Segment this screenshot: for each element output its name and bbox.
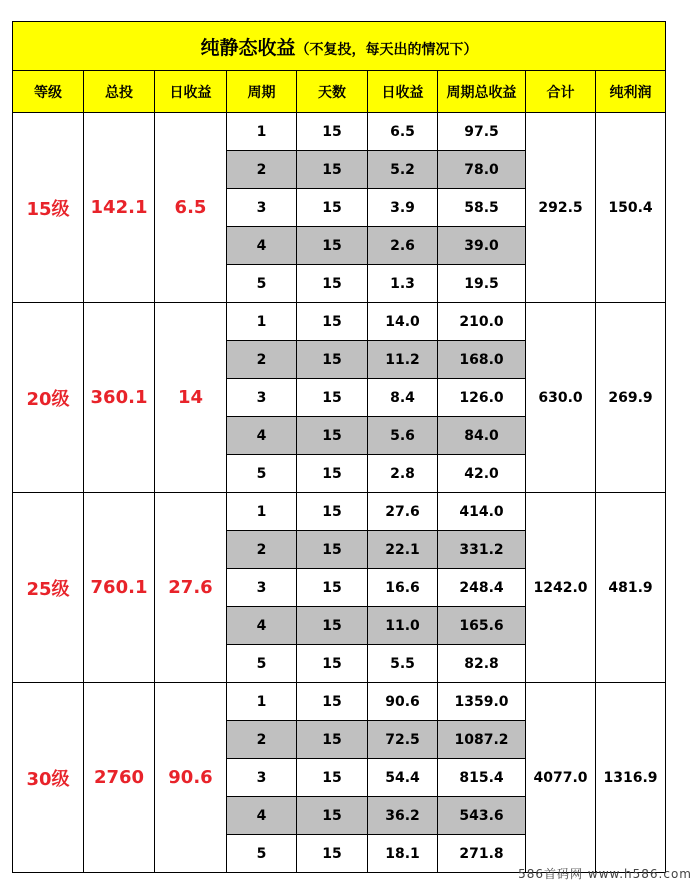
cycle-cell: 1 — [227, 493, 297, 531]
cycle-cell: 4 — [227, 797, 297, 835]
cycle-total-cell: 248.4 — [438, 569, 526, 607]
column-header: 日收益 — [368, 71, 438, 113]
column-header: 总投 — [84, 71, 155, 113]
cycle-cell: 2 — [227, 721, 297, 759]
row-daily-cell: 6.5 — [368, 113, 438, 151]
total-invest-cell: 142.1 — [84, 113, 155, 303]
cycle-total-cell: 815.4 — [438, 759, 526, 797]
cycle-cell: 3 — [227, 379, 297, 417]
level-cell: 15级 — [13, 113, 84, 303]
table-row — [13, 683, 666, 721]
days-cell: 15 — [297, 455, 368, 493]
cycle-cell: 5 — [227, 455, 297, 493]
days-cell: 15 — [297, 569, 368, 607]
days-cell: 15 — [297, 417, 368, 455]
cycle-total-cell: 210.0 — [438, 303, 526, 341]
net-profit-cell: 481.9 — [596, 493, 666, 683]
column-header: 合计 — [526, 71, 596, 113]
total-invest-cell: 360.1 — [84, 303, 155, 493]
header-row — [13, 71, 666, 113]
title-row — [13, 22, 666, 71]
days-cell: 15 — [297, 531, 368, 569]
days-cell: 15 — [297, 379, 368, 417]
row-daily-cell: 14.0 — [368, 303, 438, 341]
net-profit-cell: 269.9 — [596, 303, 666, 493]
row-daily-cell: 1.3 — [368, 265, 438, 303]
daily-income-cell: 6.5 — [155, 113, 227, 303]
row-daily-cell: 11.0 — [368, 607, 438, 645]
days-cell: 15 — [297, 721, 368, 759]
days-cell: 15 — [297, 759, 368, 797]
row-daily-cell: 27.6 — [368, 493, 438, 531]
cycle-cell: 3 — [227, 759, 297, 797]
row-daily-cell: 18.1 — [368, 835, 438, 873]
column-header: 周期 — [227, 71, 297, 113]
sum-cell: 292.5 — [526, 113, 596, 303]
days-cell: 15 — [297, 645, 368, 683]
days-cell: 15 — [297, 493, 368, 531]
cycle-total-cell: 42.0 — [438, 455, 526, 493]
table-row — [13, 113, 666, 151]
daily-income-cell: 90.6 — [155, 683, 227, 873]
table-title — [13, 22, 666, 71]
row-daily-cell: 72.5 — [368, 721, 438, 759]
net-profit-cell: 1316.9 — [596, 683, 666, 873]
cycle-total-cell: 82.8 — [438, 645, 526, 683]
row-daily-cell: 3.9 — [368, 189, 438, 227]
days-cell: 15 — [297, 341, 368, 379]
cycle-total-cell: 78.0 — [438, 151, 526, 189]
table-row — [13, 303, 666, 341]
cycle-cell: 5 — [227, 835, 297, 873]
level-cell: 30级 — [13, 683, 84, 873]
cycle-cell: 1 — [227, 113, 297, 151]
cycle-total-cell: 271.8 — [438, 835, 526, 873]
cycle-total-cell: 414.0 — [438, 493, 526, 531]
row-daily-cell: 2.6 — [368, 227, 438, 265]
sum-cell: 1242.0 — [526, 493, 596, 683]
cycle-total-cell: 126.0 — [438, 379, 526, 417]
cycle-total-cell: 165.6 — [438, 607, 526, 645]
column-header: 纯利润 — [596, 71, 666, 113]
title-sub: （不复投，每天出的情况下） — [295, 41, 478, 58]
daily-income-cell: 27.6 — [155, 493, 227, 683]
cycle-total-cell: 331.2 — [438, 531, 526, 569]
cycle-cell: 4 — [227, 607, 297, 645]
table-body — [13, 113, 666, 873]
row-daily-cell: 22.1 — [368, 531, 438, 569]
cycle-cell: 3 — [227, 189, 297, 227]
row-daily-cell: 16.6 — [368, 569, 438, 607]
cycle-cell: 3 — [227, 569, 297, 607]
cycle-cell: 4 — [227, 227, 297, 265]
cycle-cell: 2 — [227, 151, 297, 189]
days-cell: 15 — [297, 797, 368, 835]
cycle-total-cell: 58.5 — [438, 189, 526, 227]
cycle-cell: 2 — [227, 341, 297, 379]
days-cell: 15 — [297, 113, 368, 151]
days-cell: 15 — [297, 151, 368, 189]
days-cell: 15 — [297, 607, 368, 645]
sum-cell: 630.0 — [526, 303, 596, 493]
row-daily-cell: 36.2 — [368, 797, 438, 835]
row-daily-cell: 90.6 — [368, 683, 438, 721]
cycle-total-cell: 1359.0 — [438, 683, 526, 721]
title-main: 纯静态收益 — [200, 36, 296, 59]
profit-table — [12, 21, 666, 873]
cycle-total-cell: 1087.2 — [438, 721, 526, 759]
row-daily-cell: 5.6 — [368, 417, 438, 455]
days-cell: 15 — [297, 265, 368, 303]
watermark: 586首码网 www.h586.com — [518, 867, 692, 881]
cycle-total-cell: 97.5 — [438, 113, 526, 151]
net-profit-cell: 150.4 — [596, 113, 666, 303]
table-row — [13, 493, 666, 531]
cycle-total-cell: 19.5 — [438, 265, 526, 303]
level-cell: 25级 — [13, 493, 84, 683]
column-header: 天数 — [297, 71, 368, 113]
row-daily-cell: 8.4 — [368, 379, 438, 417]
row-daily-cell: 2.8 — [368, 455, 438, 493]
cycle-cell: 1 — [227, 683, 297, 721]
profit-sheet — [12, 21, 665, 873]
row-daily-cell: 5.2 — [368, 151, 438, 189]
column-header: 日收益 — [155, 71, 227, 113]
cycle-total-cell: 39.0 — [438, 227, 526, 265]
cycle-total-cell: 543.6 — [438, 797, 526, 835]
total-invest-cell: 760.1 — [84, 493, 155, 683]
cycle-cell: 4 — [227, 417, 297, 455]
cycle-cell: 5 — [227, 645, 297, 683]
level-cell: 20级 — [13, 303, 84, 493]
row-daily-cell: 11.2 — [368, 341, 438, 379]
days-cell: 15 — [297, 683, 368, 721]
cycle-cell: 5 — [227, 265, 297, 303]
days-cell: 15 — [297, 835, 368, 873]
cycle-total-cell: 168.0 — [438, 341, 526, 379]
cycle-total-cell: 84.0 — [438, 417, 526, 455]
row-daily-cell: 54.4 — [368, 759, 438, 797]
total-invest-cell: 2760 — [84, 683, 155, 873]
cycle-cell: 2 — [227, 531, 297, 569]
days-cell: 15 — [297, 227, 368, 265]
cycle-cell: 1 — [227, 303, 297, 341]
days-cell: 15 — [297, 189, 368, 227]
sum-cell: 4077.0 — [526, 683, 596, 873]
column-header: 周期总收益 — [438, 71, 526, 113]
row-daily-cell: 5.5 — [368, 645, 438, 683]
days-cell: 15 — [297, 303, 368, 341]
daily-income-cell: 14 — [155, 303, 227, 493]
column-header: 等级 — [13, 71, 84, 113]
